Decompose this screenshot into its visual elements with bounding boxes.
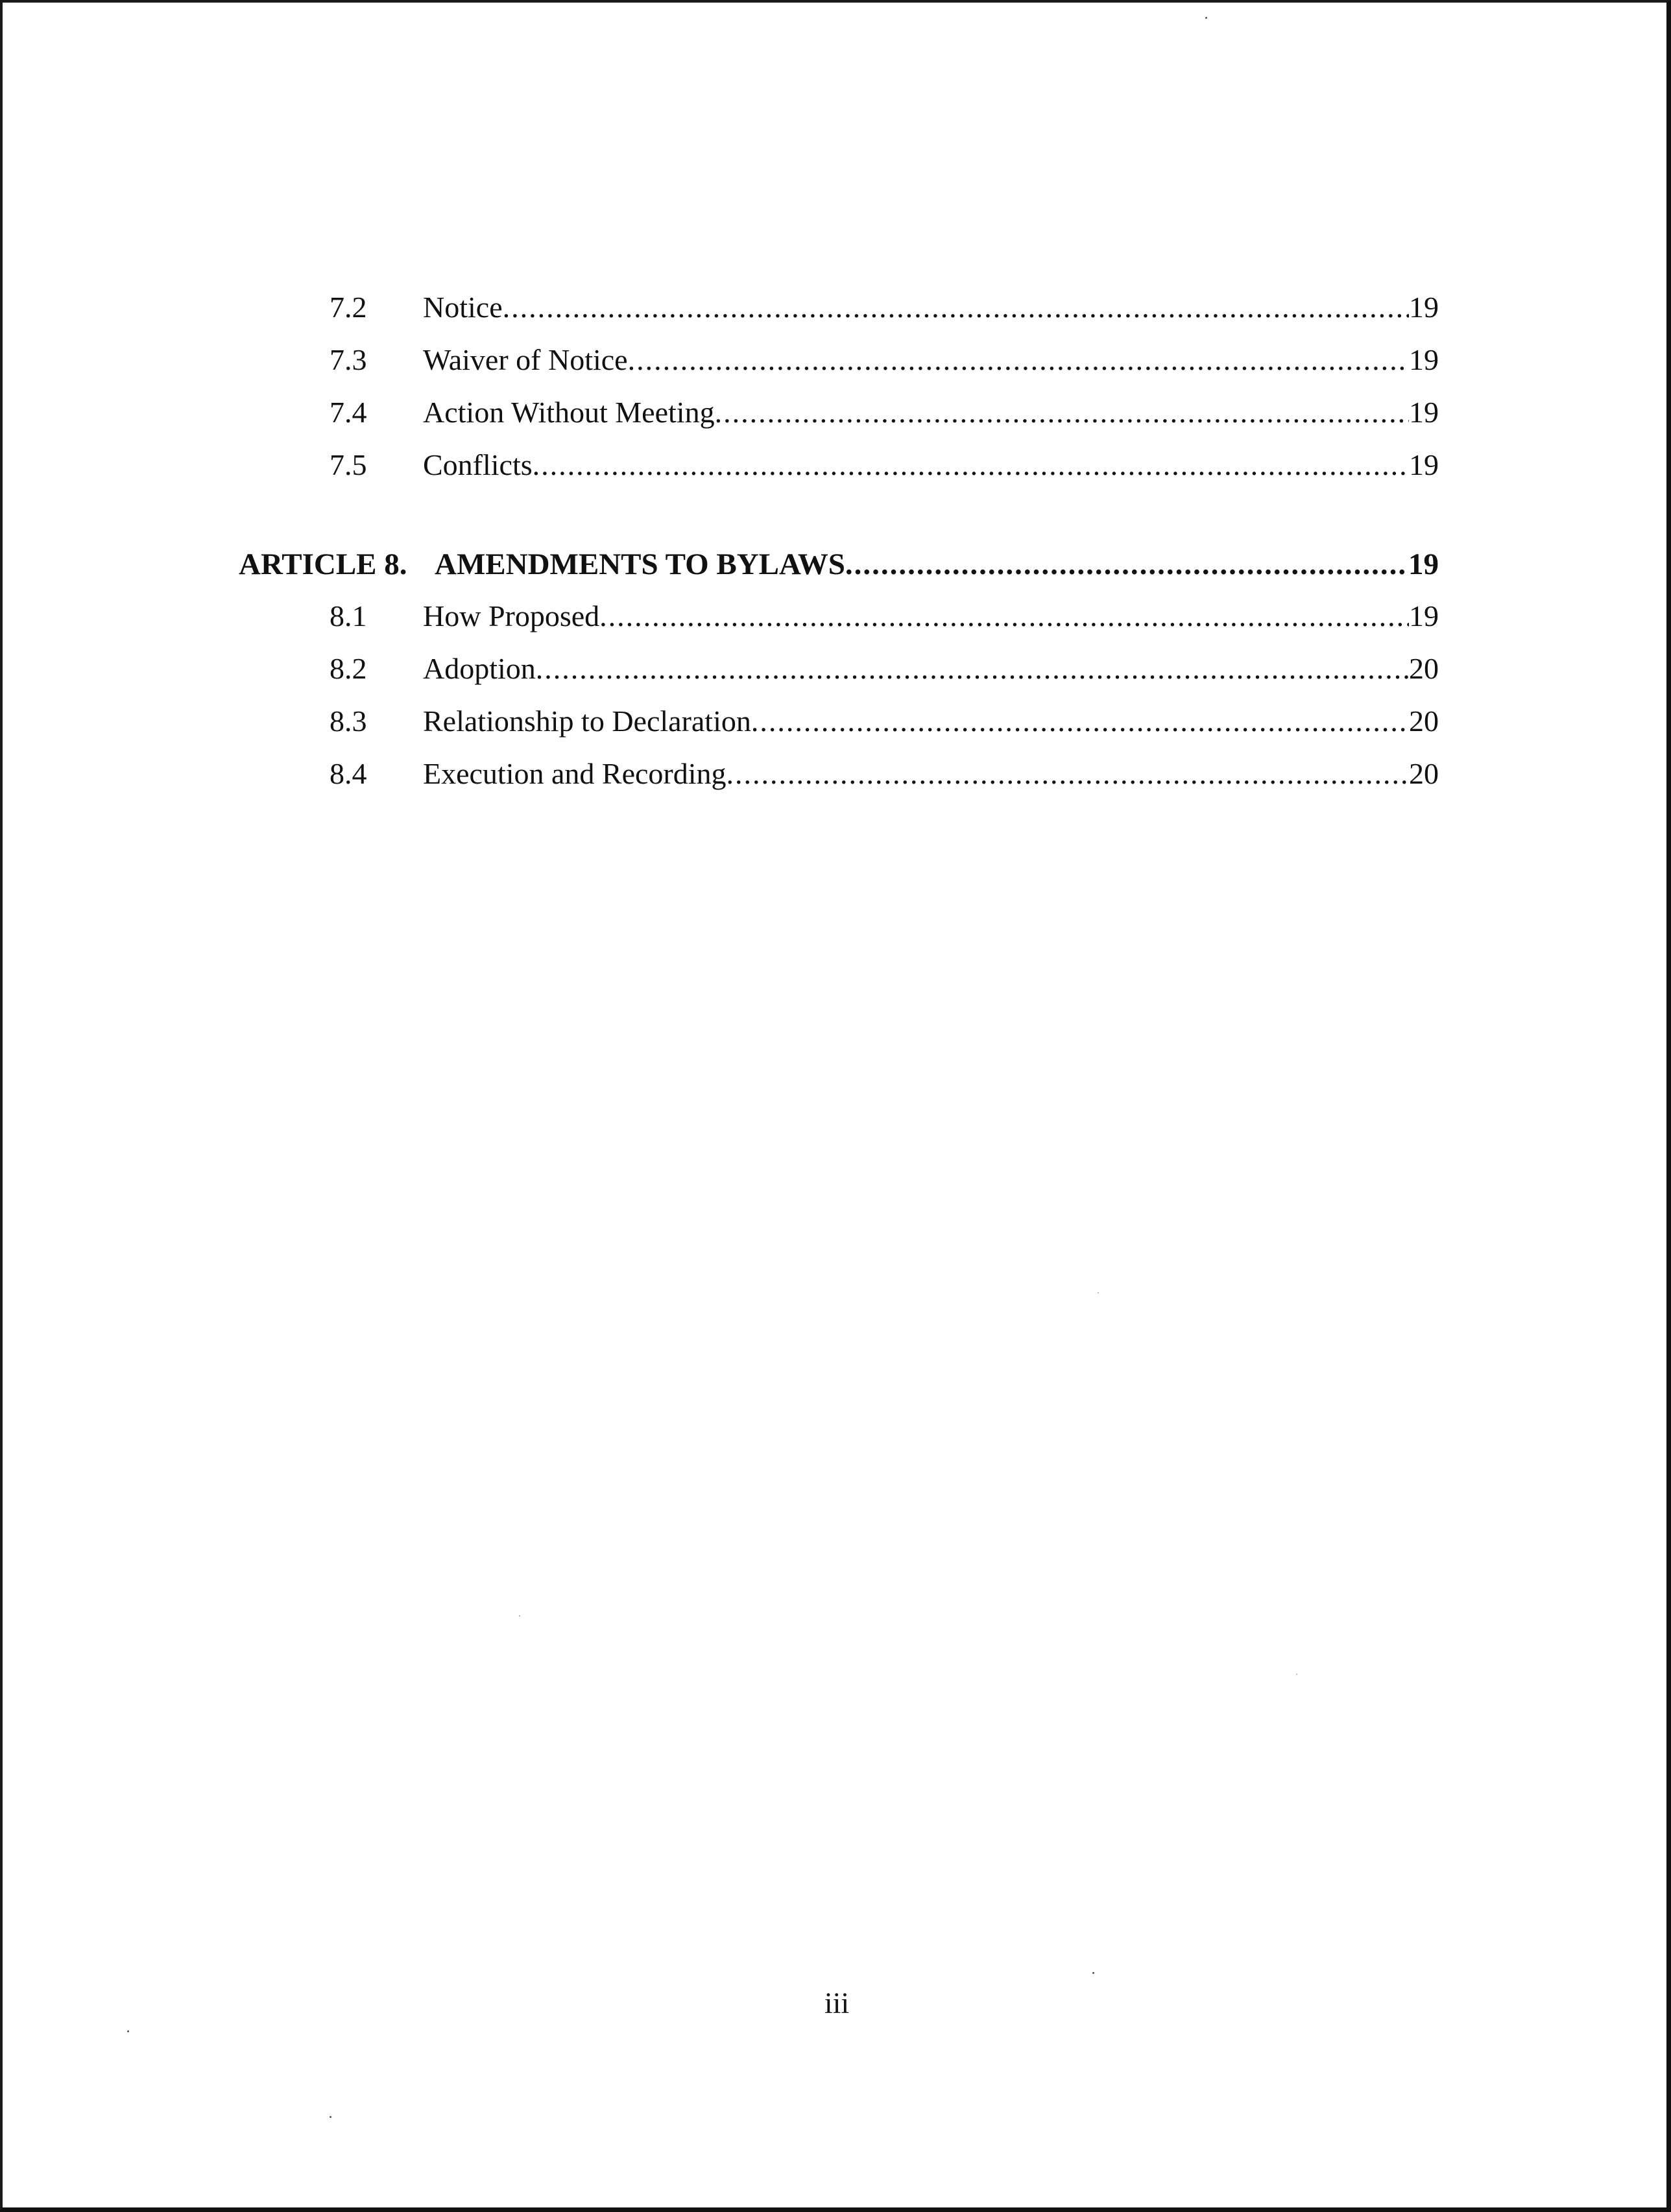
scan-speck [1092,1972,1094,1974]
section-number: 7.2 [330,291,367,324]
section-number: 7.3 [330,343,367,376]
page-reference: 20 [1409,652,1439,685]
toc-entry-7-5[interactable] [330,446,1439,485]
dot-leader [503,288,1409,327]
toc-entry-7-4[interactable] [330,393,1439,432]
scan-speck [1205,17,1207,19]
section-title: Adoption [423,652,536,685]
scan-speck [519,1615,520,1617]
page-reference: 20 [1409,704,1439,738]
section-number: 7.5 [330,448,367,481]
scan-speck [1098,1292,1099,1293]
section-title: Relationship to Declaration [423,704,751,738]
page-number: iii [824,1986,850,2019]
toc-entry-8-3[interactable] [330,702,1439,741]
section-title: Conflicts [423,448,533,481]
scan-speck [330,2116,331,2118]
article-number: ARTICLE 8. [239,547,407,581]
page-reference: 19 [1409,599,1439,632]
section-title: Notice [423,291,503,324]
toc-entry-8-4[interactable] [330,754,1439,793]
page-reference: 19 [1408,547,1439,581]
section-number: 8.3 [330,704,367,738]
page-reference: 19 [1409,343,1439,376]
dot-leader [845,545,1408,584]
dot-leader [727,754,1409,793]
toc-entry-article-8[interactable] [239,545,1439,584]
page-reference: 19 [1409,448,1439,481]
section-title: Execution and Recording [423,757,727,790]
article-title: AMENDMENTS TO BYLAWS [435,547,845,581]
section-title: Waiver of Notice [423,343,628,376]
dot-leader [599,597,1409,636]
toc-entry-7-3[interactable] [330,341,1439,379]
scan-speck [127,2030,129,2032]
scan-speck [1296,1674,1297,1675]
page-reference: 19 [1409,396,1439,429]
section-number: 7.4 [330,396,367,429]
section-number: 8.1 [330,599,367,632]
dot-leader [715,393,1409,432]
page-reference: 19 [1409,291,1439,324]
section-title: How Proposed [423,599,600,632]
dot-leader [751,702,1409,741]
section-number: 8.2 [330,652,367,685]
toc-entry-7-2[interactable] [330,288,1439,327]
page-reference: 20 [1409,757,1439,790]
section-number: 8.4 [330,757,367,790]
section-title: Action Without Meeting [423,396,715,429]
dot-leader [536,649,1409,688]
dot-leader [533,446,1409,485]
dot-leader [628,341,1409,379]
toc-entry-8-1[interactable] [330,597,1439,636]
toc-entry-8-2[interactable] [330,649,1439,688]
